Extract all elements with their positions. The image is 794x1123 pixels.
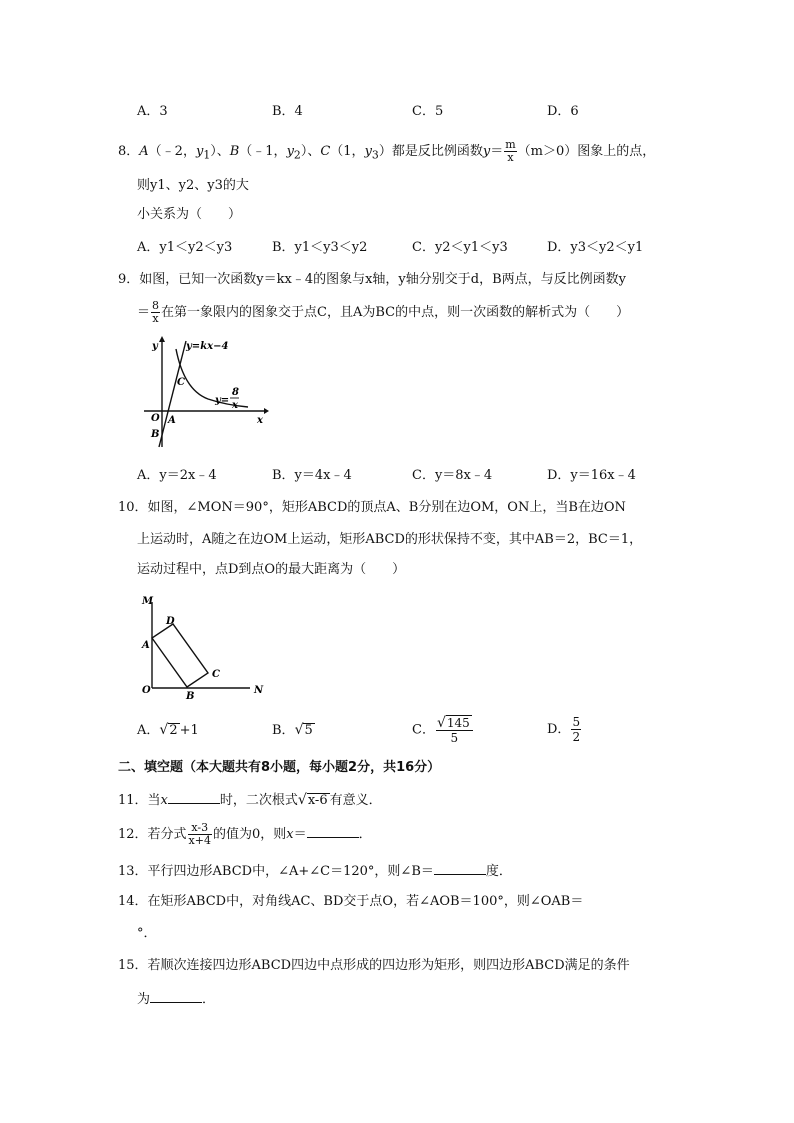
q9-label-a: A [168,415,176,426]
q10-figure [138,590,270,700]
q10-label-n: N [254,685,264,696]
q11-answer-blank[interactable] [168,791,220,804]
q13-line: 13．平行四边形ABCD中，∠A+∠C＝120°，则∠B＝ 度． [118,864,512,879]
q13-answer-blank[interactable] [434,862,486,875]
q12-answer-blank[interactable] [307,825,359,838]
q10-label-b: B [186,691,195,700]
q14-line2: °． [137,926,157,941]
q9-label-b: B [151,429,160,440]
q10-stem-line1: 10．如图，∠MON＝90°，矩形ABCD的顶点A、B分别在边OM，ON上，当B在边ON [118,500,626,515]
q14-line1: 14．在矩形ABCD中，对角线AC、BD交于点O，若∠AOB＝100°，则∠OAB＝ [118,894,584,909]
q10-label-a: A [142,640,150,651]
q15-line2: 为 ． [137,992,216,1007]
q10-option-b: B．√5 [272,722,313,738]
q8-option-d: D．y3＜y2＜y1 [547,240,644,255]
q10-label-o: O [142,685,151,696]
q9-label-line: y=kx−4 [186,341,229,352]
q15-answer-blank[interactable] [150,990,202,1003]
q9-stem-line1: 9．如图，已知一次函数y＝kx﹣4的图象与x轴，y轴分别交于d，B两点，与反比例函数y [118,272,626,287]
q9-label-curve-den: x [232,400,238,411]
q9-label-o: O [151,413,160,424]
q7-option-a: A．3 [137,104,168,119]
q9-figure [140,335,270,450]
q9-label-x: x [257,415,263,426]
q12-line: 12．若分式 $\frac{x-3}{x+4}$ 的值为0，则x＝ ． [118,821,372,847]
q10-label-m: M [142,596,154,607]
q9-label-c: C [177,377,185,388]
q9-fraction: $\frac{8}{x}$ [152,299,160,325]
q9-label-y: y [152,341,158,352]
q7-option-c: C．5 [412,104,444,119]
q8-option-a: A．y1＜y2＜y3 [137,240,233,255]
q9-label-curve-y: y= [215,395,230,406]
q15-line1: 15．若顺次连接四边形ABCD四边中点形成的四边形为矩形，则四边形ABCD满足的条件 [118,958,630,973]
q9-option-b: B．y＝4x﹣4 [272,468,352,483]
q8-stem-line3: 小关系为（ ） [137,207,242,222]
q8-option-b: B．y1＜y3＜y2 [272,240,368,255]
q8-stem-line1: 8．A（﹣2，$y_1$）、B（﹣1，$y_2$）、C（1，$y_3$）都是反比例函数y＝ $\frac{m}{x}$ （m＞0）图象上的点， [118,138,656,164]
section-title-fill-in: 二、填空题（本大题共有8小题，每小题2分，共16分） [118,760,441,775]
q11-line: 11．当x 时，二次根式√x-6 有意义． [118,792,382,808]
q9-option-d: D．y＝16x﹣4 [547,468,636,483]
q10-stem-line2: 上运动时，A随之在边OM上运动，矩形ABCD的形状保持不变，其中AB＝2，BC＝1， [137,532,643,547]
q8-option-c: C．y2＜y1＜y3 [412,240,508,255]
q10-option-d: D． $\frac{5}{2}$ [547,715,581,744]
q9-option-a: A．y＝2x﹣4 [137,468,217,483]
q9-label-curve-num: 8 [232,387,239,398]
q10-option-a: A．√2 +1 [137,722,199,738]
q10-stem-line3: 运动过程中，点D到点O的最大距离为（ ） [137,562,406,577]
q9-y-arrow [159,336,165,342]
q9-line-graph [159,341,186,447]
q7-option-b: B．4 [272,104,303,119]
q8-stem-line2: 则y1、y2、y3的大 [137,178,249,193]
q10-label-d: D [166,616,175,627]
q10-option-c: C． $\frac{√145}{5}$ [412,715,474,745]
q10-label-c: C [212,669,220,680]
q9-option-c: C．y＝8x﹣4 [412,468,493,483]
q10-rectangle-abcd [152,624,208,687]
q9-x-arrow [264,408,269,414]
q9-stem-line2: ＝ $\frac{8}{x}$ 在第一象限内的图象交于点C，且A为BC的中点，则一次函数的解析式为（ ） [137,299,630,325]
q7-option-d: D．6 [547,104,579,119]
q8-fraction: $\frac{m}{x}$ [505,138,516,164]
q12-fraction: $\frac{x-3}{x+4}$ [188,821,211,847]
